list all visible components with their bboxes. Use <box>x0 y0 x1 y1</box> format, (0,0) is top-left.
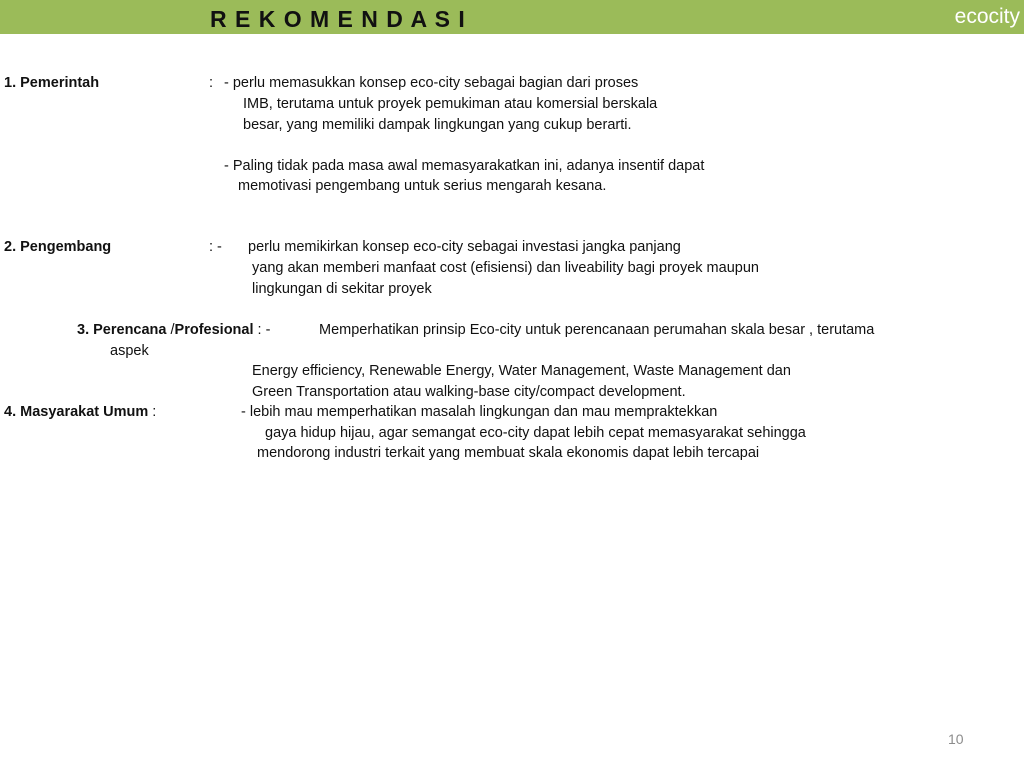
item-2-separator: : - <box>209 239 222 255</box>
item-3-header <box>77 320 270 340</box>
item-3-label-slash: / <box>166 322 175 338</box>
item-4-separator: : <box>148 404 157 420</box>
item-4-line-3: mendorong industri terkait yang membuat skala ekonomis dapat lebih tercapai <box>257 445 760 461</box>
item-2-label: 2. Pengembang <box>4 239 112 255</box>
item-3-line-1: Memperhatikan prinsip Eco-city untuk perencanaan perumahan skala besar , terutama <box>319 322 875 338</box>
item-4-line-1: - lebih mau memperhatikan masalah lingkungan dan mau mempraktekkan <box>241 404 718 420</box>
item-2-line-1: perlu memikirkan konsep eco-city sebagai investasi jangka panjang <box>248 239 681 255</box>
item-4-label: 4. Masyarakat Umum <box>4 404 149 420</box>
header-divider <box>0 34 1024 36</box>
item-3-label-part2: Profesional <box>174 322 254 338</box>
item-2-line-2: yang akan memberi manfaat cost (efisiensi) dan liveability bagi proyek maupun <box>252 260 759 276</box>
brand-label: ecocity <box>954 5 1020 28</box>
item-4-line-2: gaya hidup hijau, agar semangat eco-city dapat lebih cepat memasyarakat sehingga <box>265 425 806 441</box>
item-3-line-3: Energy efficiency, Renewable Energy, Water Management, Waste Management dan <box>252 363 791 379</box>
item-2-line-3: lingkungan di sekitar proyek <box>252 281 432 297</box>
item-1-line-5: memotivasi pengembang untuk serius mengarah kesana. <box>238 178 607 194</box>
item-1-label: 1. Pemerintah <box>4 75 100 91</box>
item-1-line-2: IMB, terutama untuk proyek pemukiman atau komersial berskala <box>243 96 658 112</box>
slide-title: R E K O M E N D A S I <box>210 6 466 32</box>
item-1-separator: : <box>209 75 214 91</box>
item-3-line-4: Green Transportation atau walking-base city/compact development. <box>252 384 686 400</box>
item-4-header <box>4 402 156 422</box>
item-3-separator: : - <box>253 322 271 338</box>
item-1-line-1: - perlu memasukkan konsep eco-city sebagai bagian dari proses <box>224 75 639 91</box>
item-3-line-2: aspek <box>110 343 149 359</box>
item-3-label-part1: 3. Perencana <box>77 322 167 338</box>
header-bar <box>0 0 1024 34</box>
page-number: 10 <box>948 731 964 747</box>
item-1-line-4: - Paling tidak pada masa awal memasyarakatkan ini, adanya insentif dapat <box>224 158 705 174</box>
item-1-line-3: besar, yang memiliki dampak lingkungan yang cukup berarti. <box>243 117 632 133</box>
